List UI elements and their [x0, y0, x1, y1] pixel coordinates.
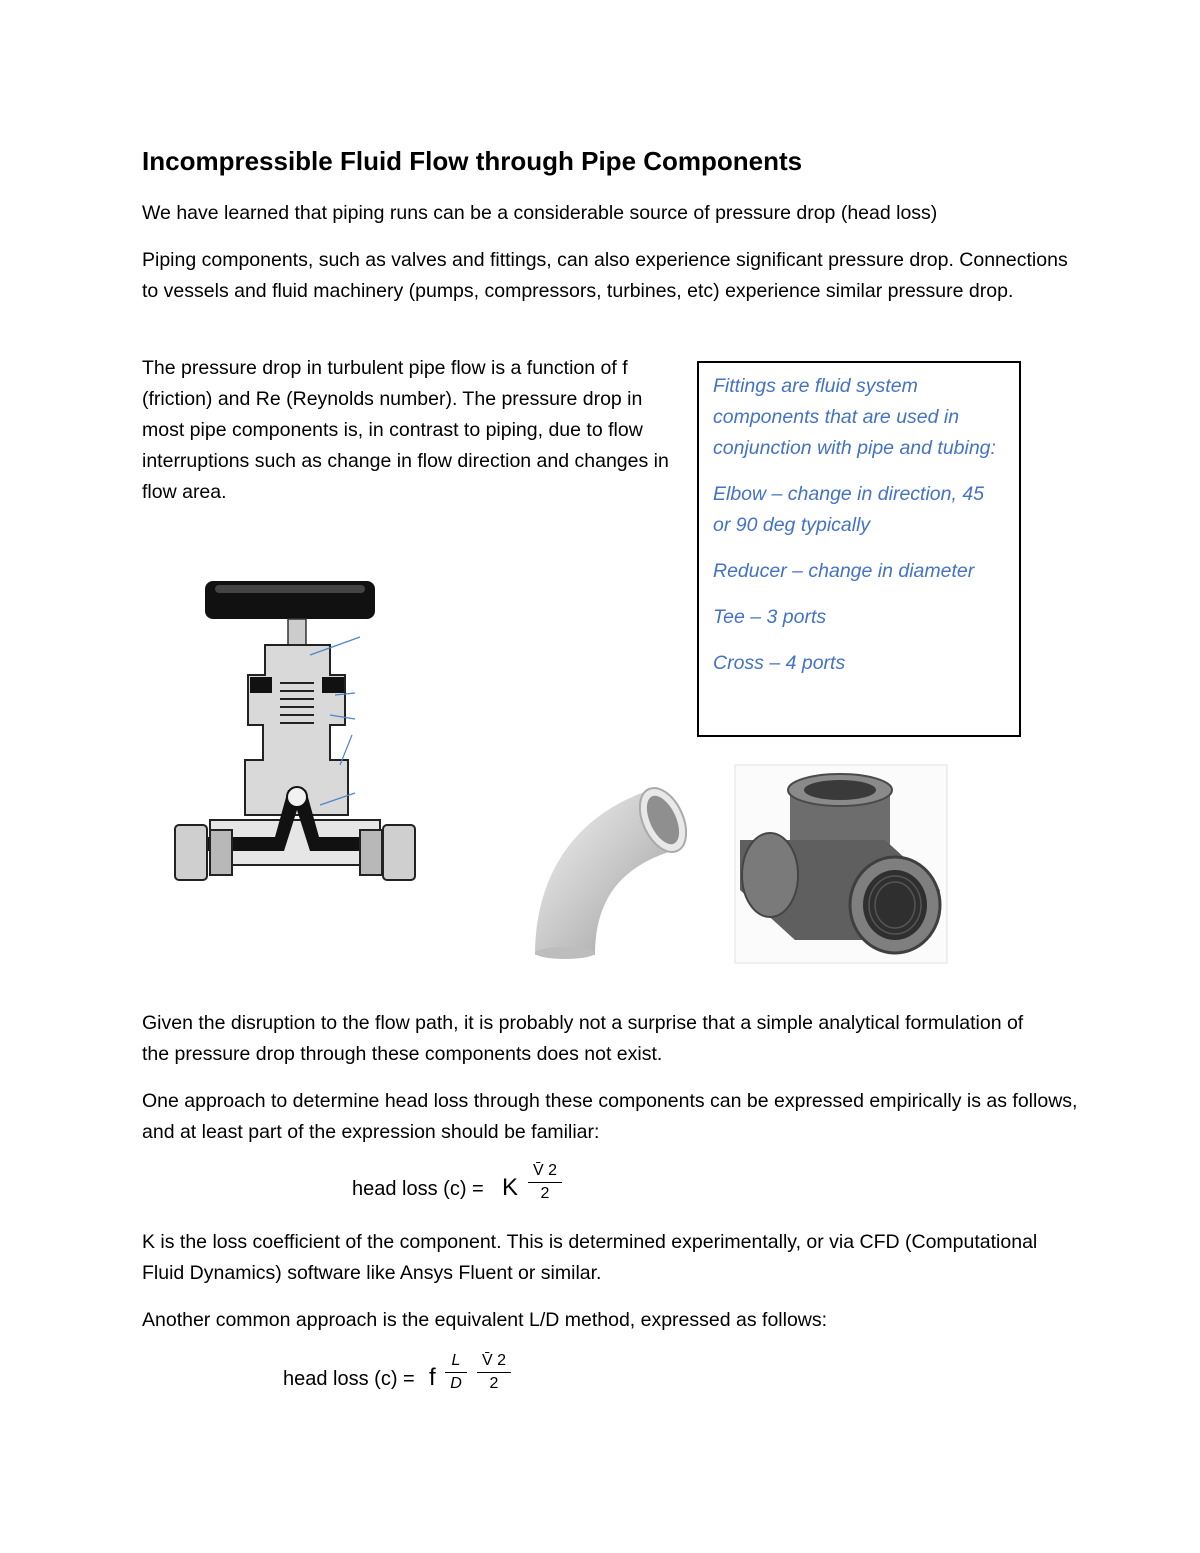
callout-cross: Cross – 4 ports [713, 652, 846, 674]
fittings-callout-box [697, 361, 1021, 737]
paragraph-ld-method: Another common approach is the equivalent L/D method, expressed as follows: [142, 1309, 828, 1331]
tee-fitting-image [735, 765, 947, 963]
equation1-denominator: 2 [540, 1185, 550, 1202]
elbow-fitting-image [525, 775, 710, 960]
callout-tee: Tee – 3 ports [713, 606, 827, 628]
equation1-fraction [528, 1162, 562, 1203]
needle-valve-image [170, 575, 420, 905]
paragraph-disruption: Given the disruption to the flow path, it is probably not a surprise that a simple analytical formulation of the pressure drop through these components does not exist. [142, 1012, 1024, 1065]
equation2-ld-numerator: L [451, 1352, 461, 1369]
callout-reducer: Reducer – change in diameter [713, 560, 975, 582]
paragraph-empirical: One approach to determine head loss through these components can be expressed empirically is as follows, and at least part of the expression should be familiar: [142, 1090, 1078, 1143]
paragraph-k-coefficient: K is the loss coefficient of the component. This is determined experimentally, or via CFD (Computational Fluid Dynamics) software like Ansys Fluent or similar. [142, 1231, 1038, 1284]
callout-elbow: Elbow – change in direction, 45 or 90 deg typically [713, 483, 985, 536]
callout-intro: Fittings are fluid system components that are used in conjunction with pipe and tubing: [713, 375, 996, 459]
equation2-ld-fraction [445, 1352, 467, 1393]
page-title: Incompressible Fluid Flow through Pipe Components [142, 146, 803, 176]
equation2-velocity-fraction [477, 1352, 511, 1393]
equation1-label: head loss (c) = [352, 1178, 484, 1200]
equation2-denominator: 2 [489, 1375, 499, 1392]
equation2-numerator: V̄ 2 [481, 1352, 506, 1369]
paragraph-turbulent: The pressure drop in turbulent pipe flow is a function of f (friction) and Re (Reynolds number). The pressure drop in most pipe components is, in contrast to piping, due to flow interruptions such as change in flow direction and changes in flow area. [142, 357, 669, 503]
paragraph-components: Piping components, such as valves and fittings, can also experience significant pressure drop. Connections to vessels and fluid machinery (pumps, compressors, turbines, etc) experience similar pressure drop. [142, 249, 1068, 302]
equation2-label: head loss (c) = [283, 1368, 415, 1390]
paragraph-intro: We have learned that piping runs can be a considerable source of pressure drop (head loss) [142, 202, 938, 224]
equation1-coefficient: K [502, 1174, 519, 1201]
equation2-coefficient: f [429, 1364, 436, 1391]
equation2-ld-denominator: D [450, 1375, 462, 1392]
equation1-numerator: V̄ 2 [532, 1162, 557, 1179]
